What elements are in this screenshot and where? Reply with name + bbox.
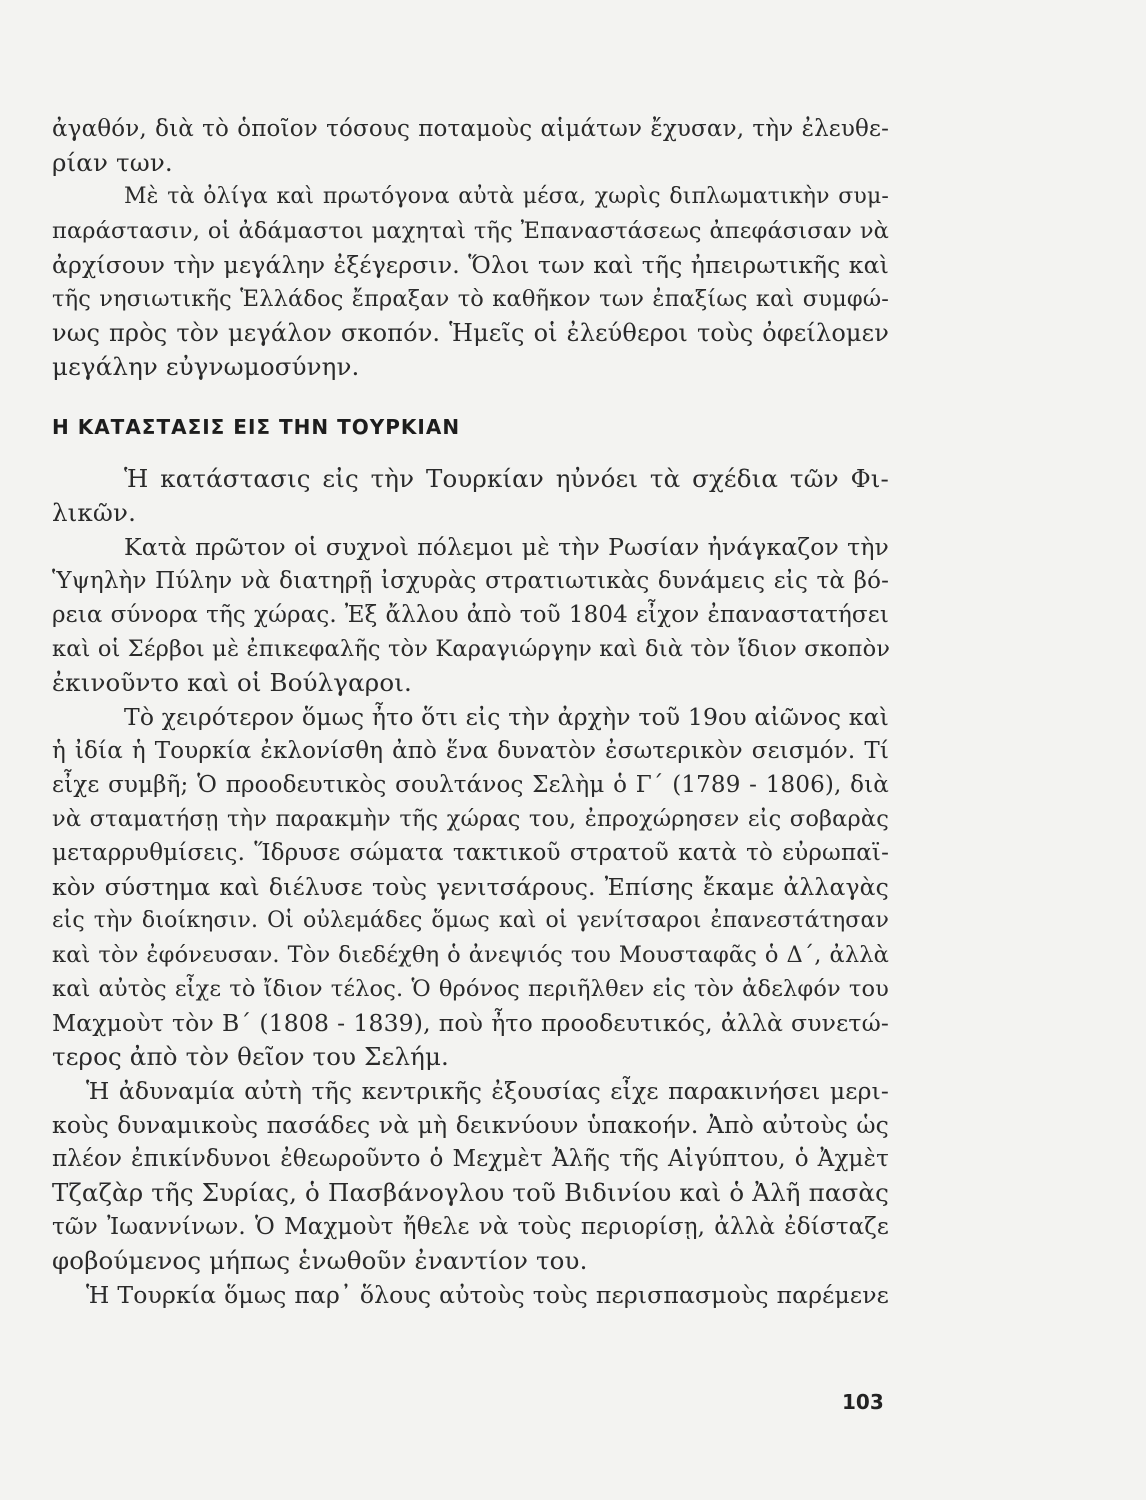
text-line: μεγάλην εὐγνωμοσύνην. — [52, 352, 360, 381]
text-line: ρίαν των. — [52, 148, 173, 177]
section-heading: Η ΚΑΤΑΣΤΑΣΙΣ ΕΙΣ ΤΗΝ ΤΟΥΡΚΙΑΝ — [52, 415, 461, 439]
text-line: πλέον ἐπικίνδυνοι ἐθεωροῦντο ὁ Μεχμὲτ Ἀλῆς τῆς Αἰγύπτου, ὁ Ἀχμὲτ — [52, 1146, 889, 1172]
text-line: καὶ τὸν ἐφόνευσαν. Τὸν διεδέχθη ὁ ἀνεψιός του Μουσταφᾶς ὁ Δ΄, ἀλλὰ — [52, 942, 889, 968]
text-line: Τζαζὰρ τῆς Συρίας, ὁ Πασβάνογλου τοῦ Βιδινίου καὶ ὁ Ἀλῆ πασὰς — [52, 1178, 889, 1207]
paragraph — [52, 700, 889, 1074]
text-line: Ὑψηλὴν Πύλην νὰ διατηρῇ ἰσχυρὰς στρατιωτικὰς δυνάμεις εἰς τὰ βό- — [52, 568, 889, 594]
text-line: καὶ οἱ Σέρβοι μὲ ἐπικεφαλῆς τὸν Καραγιώργην καὶ διὰ τὸν ἴδιον σκοπὸν — [52, 636, 891, 662]
paragraph — [52, 462, 889, 530]
text-line: κοὺς δυναμικοὺς πασάδες νὰ μὴ δεικνύουν ὑπακοήν. Ἀπὸ αὐτοὺς ὡς — [52, 1111, 889, 1139]
text-line: Κατὰ πρῶτον οἱ συχνοὶ πόλεμοι μὲ τὴν Ρωσίαν ἠνάγκαζον τὴν — [124, 533, 889, 561]
text-line: εἰς τὴν διοίκησιν. Οἱ οὐλεμάδες ὅμως καὶ οἱ γενίτσαροι ἐπανεστάτησαν — [52, 908, 889, 933]
text-line: νὰ σταματήσῃ τὴν παρακμὴν τῆς χώρας του, ἐπροχώρησεν εἰς σοβαρὰς — [52, 806, 889, 832]
text-line: ρεια σύνορα τῆς χώρας. Ἐξ ἄλλου ἀπὸ τοῦ 1804 εἶχον ἐπαναστατήσει — [52, 602, 889, 628]
text-line: καὶ αὐτὸς εἶχε τὸ ἴδιον τέλος. Ὁ θρόνος περιῆλθεν εἰς τὸν ἀδελφόν του — [52, 976, 889, 1002]
text-line: κὸν σύστημα καὶ διέλυσε τοὺς γενιτσάρους. Ἐπίσης ἔκαμε ἀλλαγὰς — [52, 873, 889, 901]
text-line: ἀρχίσουν τὴν μεγάλην ἐξέγερσιν. Ὅλοι των καὶ τῆς ἠπειρωτικῆς καὶ — [52, 251, 889, 279]
paragraph — [52, 530, 889, 700]
text-line: ἀγαθόν, διὰ τὸ ὁποῖον τόσους ποταμοὺς αἱμάτων ἔχυσαν, τὴν ἐλευθε- — [52, 116, 889, 142]
text-line: Ἡ Τουρκία ὅμως παρ᾽ ὅλους αὐτοὺς τοὺς περισπασμοὺς παρέμενε — [86, 1281, 889, 1309]
text-line: νως πρὸς τὸν μεγάλον σκοπόν. Ἡμεῖς οἱ ἐλεύθεροι τοὺς ὀφείλομεν — [52, 319, 889, 347]
text-line: ἐκινοῦντο καὶ οἱ Βούλγαροι. — [52, 668, 412, 697]
text-line: ἡ ἰδία ἡ Τουρκία ἐκλονίσθη ἀπὸ ἕνα δυνατὸν ἐσωτερικὸν σεισμόν. Τί — [52, 738, 889, 764]
paragraph — [52, 1074, 889, 1278]
text-line: Μὲ τὰ ὀλίγα καὶ πρωτόγονα αὐτὰ μέσα, χωρὶς διπλωματικὴν συμ- — [124, 184, 889, 209]
text-line: φοβούμενος μήπως ἑνωθοῦν ἐναντίον του. — [52, 1246, 588, 1275]
text-line: τῶν Ἰωαννίνων. Ὁ Μαχμοὺτ ἤθελε νὰ τοὺς περιορίσῃ, ἀλλὰ ἐδίσταζε — [52, 1214, 889, 1240]
text-line: εἶχε συμβῆ; Ὁ προοδευτικὸς σουλτάνος Σελὴμ ὁ Γ΄ (1789 - 1806), διὰ — [52, 772, 889, 798]
text-line: Ἡ ἀδυναμία αὐτὴ τῆς κεντρικῆς ἐξουσίας εἶχε παρακινήσει μερι- — [86, 1077, 889, 1105]
text-line: Μαχμοὺτ τὸν Β΄ (1808 - 1839), ποὺ ἦτο προοδευτικός, ἀλλὰ συνετώ- — [52, 1009, 889, 1037]
paragraph — [52, 180, 889, 384]
text-line: λικῶν. — [52, 498, 137, 527]
text-line: τερος ἀπὸ τὸν θεῖον του Σελήμ. — [52, 1042, 449, 1071]
text-line: μεταρρυθμίσεις. Ἵδρυσε σώματα τακτικοῦ στρατοῦ κατὰ τὸ εὐρωπαϊ- — [52, 840, 889, 866]
text-line: Τὸ χειρότερον ὅμως ἦτο ὅτι εἰς τὴν ἀρχὴν τοῦ 19ου αἰῶνος καὶ — [124, 703, 889, 731]
text-line: τῆς νησιωτικῆς Ἑλλάδος ἔπραξαν τὸ καθῆκον των ἐπαξίως καὶ συμφώ- — [52, 286, 889, 312]
page-body — [52, 112, 889, 1312]
paragraph — [52, 1278, 889, 1312]
text-line: παράστασιν, οἱ ἀδάμαστοι μαχηταὶ τῆς Ἐπαναστάσεως ἀπεφάσισαν νὰ — [52, 218, 889, 244]
paragraph-continued — [52, 112, 889, 180]
page-number: 103 — [842, 1390, 884, 1414]
text-line: Ἡ κατάστασις εἰς τὴν Τουρκίαν ηὐνόει τὰ σχέδια τῶν Φι- — [124, 464, 889, 493]
